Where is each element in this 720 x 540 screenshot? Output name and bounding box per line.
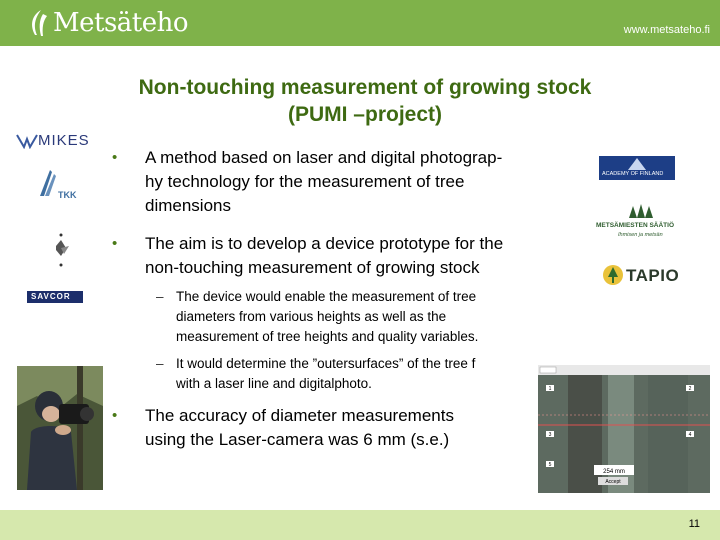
footer-bar: [0, 510, 720, 540]
tapio-label: TAPIO: [626, 266, 680, 285]
vtt-logo: [54, 232, 74, 268]
subbullet-dash: –: [156, 356, 164, 371]
academy-label: ACADEMY OF FINLAND: [602, 171, 664, 177]
bullet-dot: •: [112, 235, 118, 252]
page-number: 11: [688, 518, 700, 530]
bullet-line: A method based on laser and digital photograp-: [145, 148, 503, 167]
photographer-photo: [17, 366, 103, 490]
title-line-1: Non-touching measurement of growing stock: [138, 76, 592, 99]
bullet-dot: •: [112, 149, 118, 166]
tapio-tree-icon: [602, 263, 624, 287]
photo-image: [17, 366, 103, 490]
measure-label: 254 mm: [603, 469, 625, 475]
bullet-dot: •: [112, 407, 118, 424]
bullet-line: The aim is to develop a device prototype for the: [145, 234, 504, 253]
subbullet-line: The device would enable the measurement of tree: [176, 289, 477, 304]
bullet-line: hy technology for the measurement of tree: [145, 172, 465, 191]
mikes-mark-icon: [16, 133, 38, 149]
bullet-line: The accuracy of diameter measurements: [145, 406, 454, 425]
subbullet-line: measurement of tree heights and quality variables.: [176, 329, 479, 344]
header-bar: [0, 0, 720, 46]
accept-label: Accept: [605, 479, 621, 485]
title-line-2: (PUMI –project): [287, 103, 442, 126]
slide-title: [60, 74, 670, 128]
marker-label: 1: [548, 386, 552, 392]
academy-mark-icon: [627, 157, 647, 171]
subbullet-line: It would determine the ”outersurfaces” of the tree f: [176, 356, 476, 371]
marker-label: 2: [688, 386, 692, 392]
mikes-label: MIKES: [38, 132, 90, 149]
marker-label: 5: [548, 462, 552, 468]
metsateho-logo: [27, 6, 188, 40]
bullet-line: dimensions: [145, 196, 231, 215]
subbullet-line: diameters from various heights as well as the: [176, 309, 447, 324]
metsamiesten-label: METSÄMIESTEN SÄÄTIÖ: [596, 222, 675, 229]
screenshot-image: [538, 365, 710, 493]
star-mark-icon: [54, 232, 74, 268]
savcor-label: SAVCOR: [31, 292, 71, 301]
subbullet-line: with a laser line and digitalphoto.: [176, 376, 372, 391]
tkk-label: TKK: [58, 190, 77, 200]
tree-leaf-icon: [27, 8, 49, 38]
metsamiesten-saatio-logo: [596, 202, 686, 242]
subbullet-dash: –: [156, 289, 164, 304]
academy-of-finland-logo: [599, 156, 675, 180]
marker-label: 4: [688, 432, 692, 438]
savcor-logo: [27, 291, 83, 303]
site-url[interactable]: www.metsateho.fi: [623, 24, 710, 36]
bullet-line: using the Laser-camera was 6 mm (s.e.): [145, 430, 450, 449]
laser-camera-screenshot: [538, 365, 710, 493]
crown-trees-icon: [627, 202, 655, 220]
metsamiesten-sub-label: Ihmisen ja metsän: [618, 232, 663, 238]
bullet-line: non-touching measurement of growing stock: [145, 258, 480, 277]
mikes-logo: [16, 131, 96, 151]
tkk-logo: [38, 168, 84, 208]
marker-label: 3: [548, 432, 552, 438]
tapio-logo: [602, 263, 682, 289]
brand-name: Metsäteho: [53, 8, 189, 38]
